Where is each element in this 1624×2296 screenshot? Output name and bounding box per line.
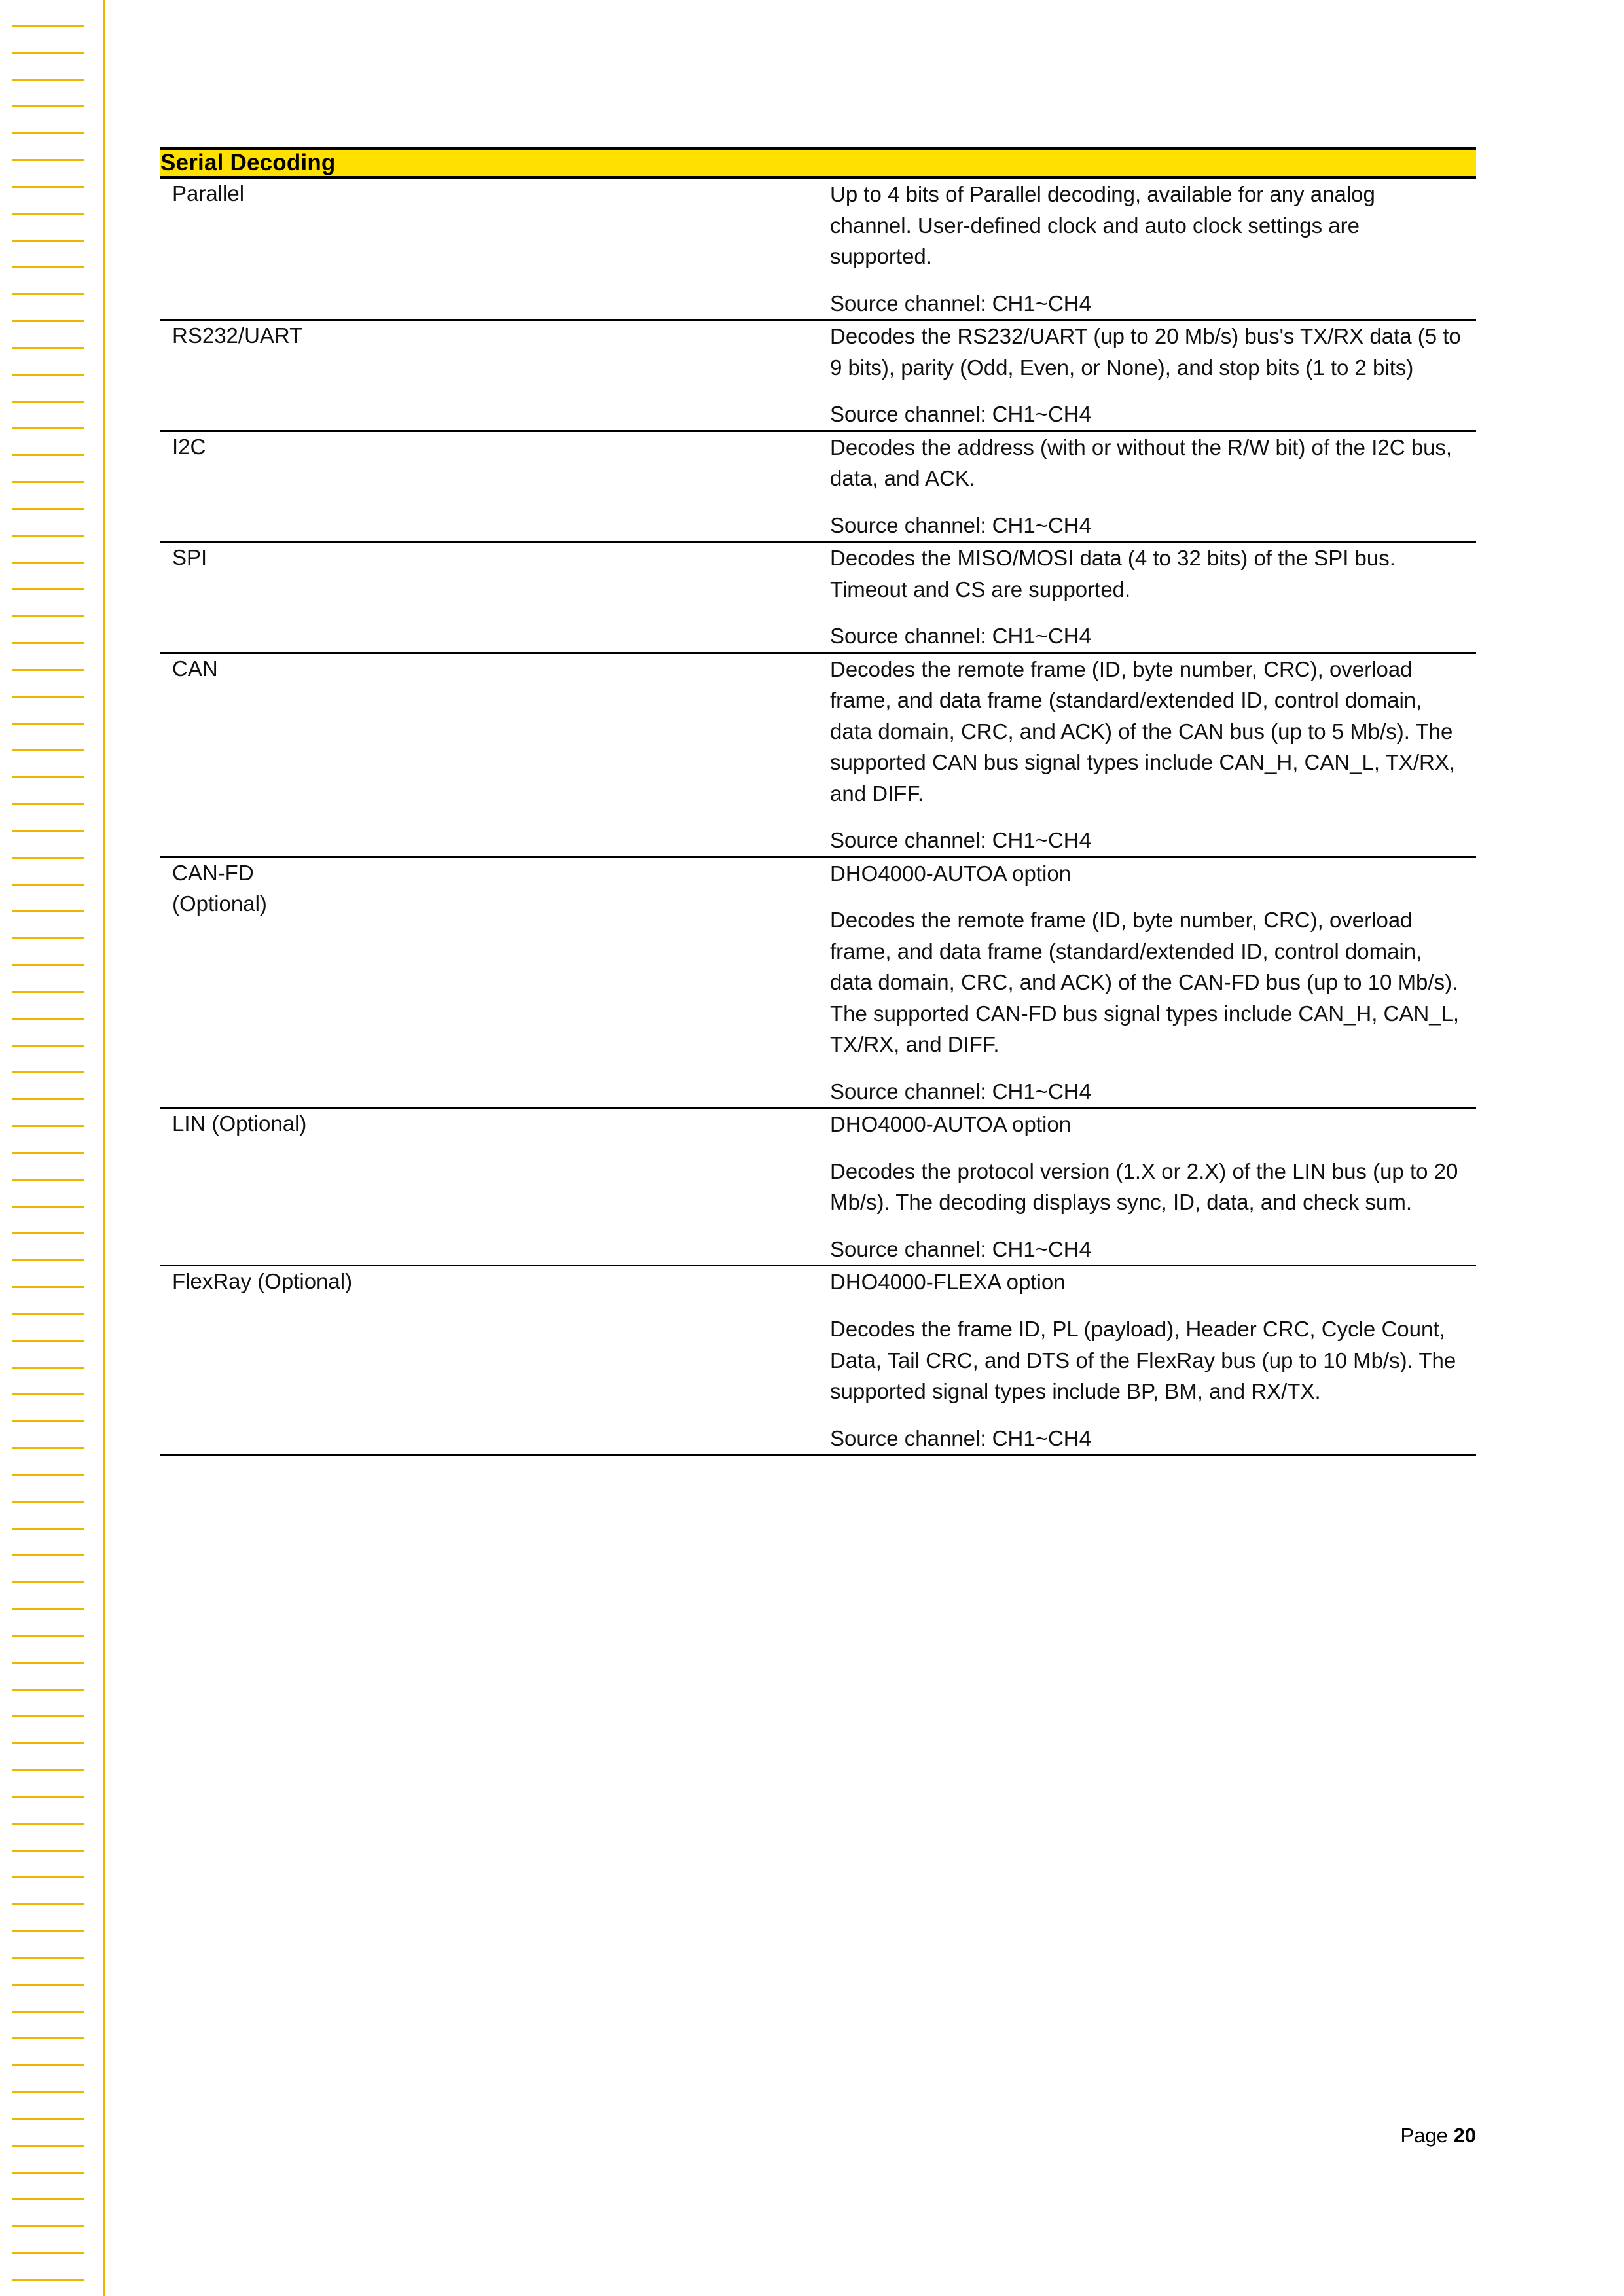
margin-rule-line xyxy=(12,1232,84,1234)
margin-rule-line xyxy=(12,25,84,27)
margin-rule-line xyxy=(12,159,84,161)
margin-rule-line xyxy=(12,535,84,537)
margin-rule-line xyxy=(12,1850,84,1852)
row-label-text: Parallel xyxy=(172,181,245,206)
margin-rule-line xyxy=(12,132,84,134)
margin-rule-line xyxy=(12,2011,84,2013)
row-description-parallel xyxy=(818,177,1476,320)
margin-rule-line xyxy=(12,508,84,510)
margin-rule-line xyxy=(12,1179,84,1181)
row-description-spi xyxy=(818,542,1476,653)
margin-rule-line xyxy=(12,1206,84,1208)
margin-rule-line xyxy=(12,991,84,993)
margin-rule-line xyxy=(12,1554,84,1556)
row-label-text: LIN (Optional) xyxy=(172,1111,307,1136)
table-row xyxy=(160,653,1476,857)
row-label-text: FlexRay (Optional) xyxy=(172,1269,353,1294)
description-paragraph: Up to 4 bits of Parallel decoding, available for any analog channel. User-defined clock and auto clock settings are supported. xyxy=(830,182,1375,269)
row-label-text: SPI xyxy=(172,545,208,570)
margin-rule-line xyxy=(12,1662,84,1664)
description-paragraph: Decodes the remote frame (ID, byte number, CRC), overload frame, and data frame (standard/extended ID, control domain, data domain, CRC, and ACK) of the CAN bus (up to 5 Mb/s). The supported CAN bus signal types include CAN_H, CAN_L, TX/RX, and DIFF. xyxy=(830,656,1456,806)
margin-rule-line xyxy=(12,1823,84,1825)
table-row xyxy=(160,857,1476,1108)
margin-rule-line xyxy=(12,186,84,188)
source-channel-text: Source channel: CH1~CH4 xyxy=(830,291,1091,315)
row-description-can-fd xyxy=(818,857,1476,1108)
margin-rule-line xyxy=(12,1045,84,1047)
description-paragraph: Decodes the RS232/UART (up to 20 Mb/s) bus's TX/RX data (5 to 9 bits), parity (Odd, Even, or None), and stop bits (1 to 2 bits) xyxy=(830,324,1461,380)
margin-rule-line xyxy=(12,1501,84,1503)
option-note: DHO4000-AUTOA option xyxy=(830,861,1072,886)
source-channel-text: Source channel: CH1~CH4 xyxy=(830,512,1091,537)
margin-rule-line xyxy=(12,1125,84,1127)
margin-rule-line xyxy=(12,2037,84,2039)
margin-rule-line xyxy=(12,1608,84,1610)
margin-rule-line xyxy=(12,1903,84,1905)
description-paragraph: Decodes the remote frame (ID, byte number, CRC), overload frame, and data frame (standard/extended ID, control domain, data domain, CRC, and ACK) of the CAN-FD bus (up to 10 Mb/s). The supported CAN-FD bus signal types include CAN_H, CAN_L, TX/RX, and DIFF. xyxy=(830,908,1460,1057)
table-body xyxy=(160,149,1476,1455)
margin-rule-line xyxy=(12,776,84,778)
margin-rule-line xyxy=(12,749,84,751)
margin-rule-line xyxy=(12,320,84,322)
margin-rule-line xyxy=(12,1018,84,1020)
margin-rule-line xyxy=(12,2172,84,2174)
margin-rule-line xyxy=(12,588,84,590)
margin-rule-line xyxy=(12,1769,84,1771)
margin-rule-line xyxy=(12,266,84,268)
margin-rule-line xyxy=(12,1420,84,1422)
margin-rule-line xyxy=(12,830,84,832)
margin-rule-line xyxy=(12,803,84,805)
margin-rule-line xyxy=(12,964,84,966)
source-channel-text: Source channel: CH1~CH4 xyxy=(830,624,1091,649)
page-footer xyxy=(160,2124,1476,2147)
margin-rule-line xyxy=(12,884,84,886)
margin-rule-line xyxy=(12,642,84,644)
margin-rule-line xyxy=(12,1098,84,1100)
row-description-rs232-uart xyxy=(818,320,1476,431)
row-label-text: RS232/UART xyxy=(172,323,303,348)
row-label-text-line1: CAN-FD xyxy=(172,860,254,885)
margin-rule-line xyxy=(12,1340,84,1342)
table-row xyxy=(160,1266,1476,1455)
decorative-left-margin xyxy=(0,0,105,2296)
row-label-can xyxy=(160,653,818,857)
section-header-cell xyxy=(160,149,1476,177)
margin-rule-line xyxy=(12,857,84,859)
margin-rule-line xyxy=(12,2145,84,2147)
margin-rule-line xyxy=(12,2198,84,2200)
footer-page-number: 20 xyxy=(1453,2124,1476,2147)
description-paragraph: Decodes the MISO/MOSI data (4 to 32 bits) of the SPI bus. Timeout and CS are supported. xyxy=(830,546,1396,601)
source-channel-text: Source channel: CH1~CH4 xyxy=(830,402,1091,427)
row-label-flexray xyxy=(160,1266,818,1455)
margin-rule-line xyxy=(12,2252,84,2254)
margin-rule-line xyxy=(12,2225,84,2227)
margin-rule-line xyxy=(12,1984,84,1986)
row-description-lin xyxy=(818,1108,1476,1266)
margin-rule-line xyxy=(12,1689,84,1691)
margin-rule-line xyxy=(12,1259,84,1261)
margin-rule-line xyxy=(12,427,84,429)
margin-rule-line xyxy=(12,52,84,54)
margin-rule-line xyxy=(12,401,84,403)
table-row xyxy=(160,1108,1476,1266)
margin-rule-line xyxy=(12,1957,84,1959)
row-label-text: I2C xyxy=(172,434,206,459)
margin-rule-line xyxy=(12,910,84,912)
margin-rule-line xyxy=(12,1715,84,1717)
page-body xyxy=(105,0,1624,2296)
margin-rule-line xyxy=(12,2064,84,2066)
margin-rule-line xyxy=(12,1152,84,1154)
margin-rule-line xyxy=(12,347,84,349)
table-section-header-row xyxy=(160,149,1476,177)
table-row xyxy=(160,320,1476,431)
row-description-i2c xyxy=(818,431,1476,542)
margin-rule-line xyxy=(12,105,84,107)
margin-rule-line xyxy=(12,1635,84,1637)
row-label-can-fd xyxy=(160,857,818,1108)
description-paragraph: Decodes the address (with or without the R/W bit) of the I2C bus, data, and ACK. xyxy=(830,435,1453,491)
margin-rule-line xyxy=(12,1313,84,1315)
margin-rule-line xyxy=(12,79,84,81)
row-label-parallel xyxy=(160,177,818,320)
row-label-text: CAN xyxy=(172,656,218,681)
margin-rule-line xyxy=(12,213,84,215)
margin-rule-line xyxy=(12,615,84,617)
margin-rule-line xyxy=(12,1071,84,1073)
margin-rule-line xyxy=(12,723,84,725)
row-label-text-line2: (Optional) xyxy=(172,891,267,916)
row-label-i2c xyxy=(160,431,818,542)
margin-rule-line xyxy=(12,1876,84,1878)
row-description-can xyxy=(818,653,1476,857)
margin-rule-line xyxy=(12,562,84,564)
margin-rule-line xyxy=(12,1367,84,1369)
table-row xyxy=(160,542,1476,653)
serial-decoding-table xyxy=(160,147,1476,1456)
margin-rule-line xyxy=(12,1474,84,1476)
row-label-rs232-uart xyxy=(160,320,818,431)
margin-rule-line xyxy=(12,669,84,671)
margin-rule-line xyxy=(12,454,84,456)
row-label-lin xyxy=(160,1108,818,1266)
option-note: DHO4000-AUTOA option xyxy=(830,1112,1072,1137)
margin-rule-line xyxy=(12,293,84,295)
margin-rule-line xyxy=(12,2091,84,2093)
row-label-spi xyxy=(160,542,818,653)
table-row xyxy=(160,431,1476,542)
margin-rule-line xyxy=(12,240,84,242)
margin-rule-line xyxy=(12,1930,84,1932)
footer-page-label: Page xyxy=(1400,2124,1454,2147)
row-description-flexray xyxy=(818,1266,1476,1455)
source-channel-text: Source channel: CH1~CH4 xyxy=(830,828,1091,853)
description-paragraph: Decodes the frame ID, PL (payload), Header CRC, Cycle Count, Data, Tail CRC, and DTS of the FlexRay bus (up to 10 Mb/s). The supported signal types include BP, BM, and RX/TX. xyxy=(830,1316,1456,1404)
margin-rule-line xyxy=(12,2279,84,2281)
margin-rule-line xyxy=(12,1393,84,1395)
option-note: DHO4000-FLEXA option xyxy=(830,1270,1066,1295)
margin-rule-line xyxy=(12,1286,84,1288)
description-paragraph: Decodes the protocol version (1.X or 2.X) of the LIN bus (up to 20 Mb/s). The decoding displays sync, ID, data, and check sum. xyxy=(830,1158,1458,1215)
spec-table-container xyxy=(160,147,1476,1456)
margin-rule-line xyxy=(12,1447,84,1449)
table-row xyxy=(160,177,1476,320)
margin-rule-line xyxy=(12,1581,84,1583)
margin-rule-line xyxy=(12,1528,84,1530)
margin-rule-line xyxy=(12,696,84,698)
source-channel-text: Source channel: CH1~CH4 xyxy=(830,1236,1091,1261)
margin-rule-line xyxy=(12,937,84,939)
source-channel-text: Source channel: CH1~CH4 xyxy=(830,1079,1091,1103)
margin-rule-line xyxy=(12,481,84,483)
margin-rule-line xyxy=(12,374,84,376)
margin-rule-line xyxy=(12,2118,84,2120)
section-title: Serial Decoding xyxy=(160,150,336,175)
source-channel-text: Source channel: CH1~CH4 xyxy=(830,1426,1091,1450)
margin-rule-line xyxy=(12,1742,84,1744)
margin-rule-line xyxy=(12,1796,84,1798)
